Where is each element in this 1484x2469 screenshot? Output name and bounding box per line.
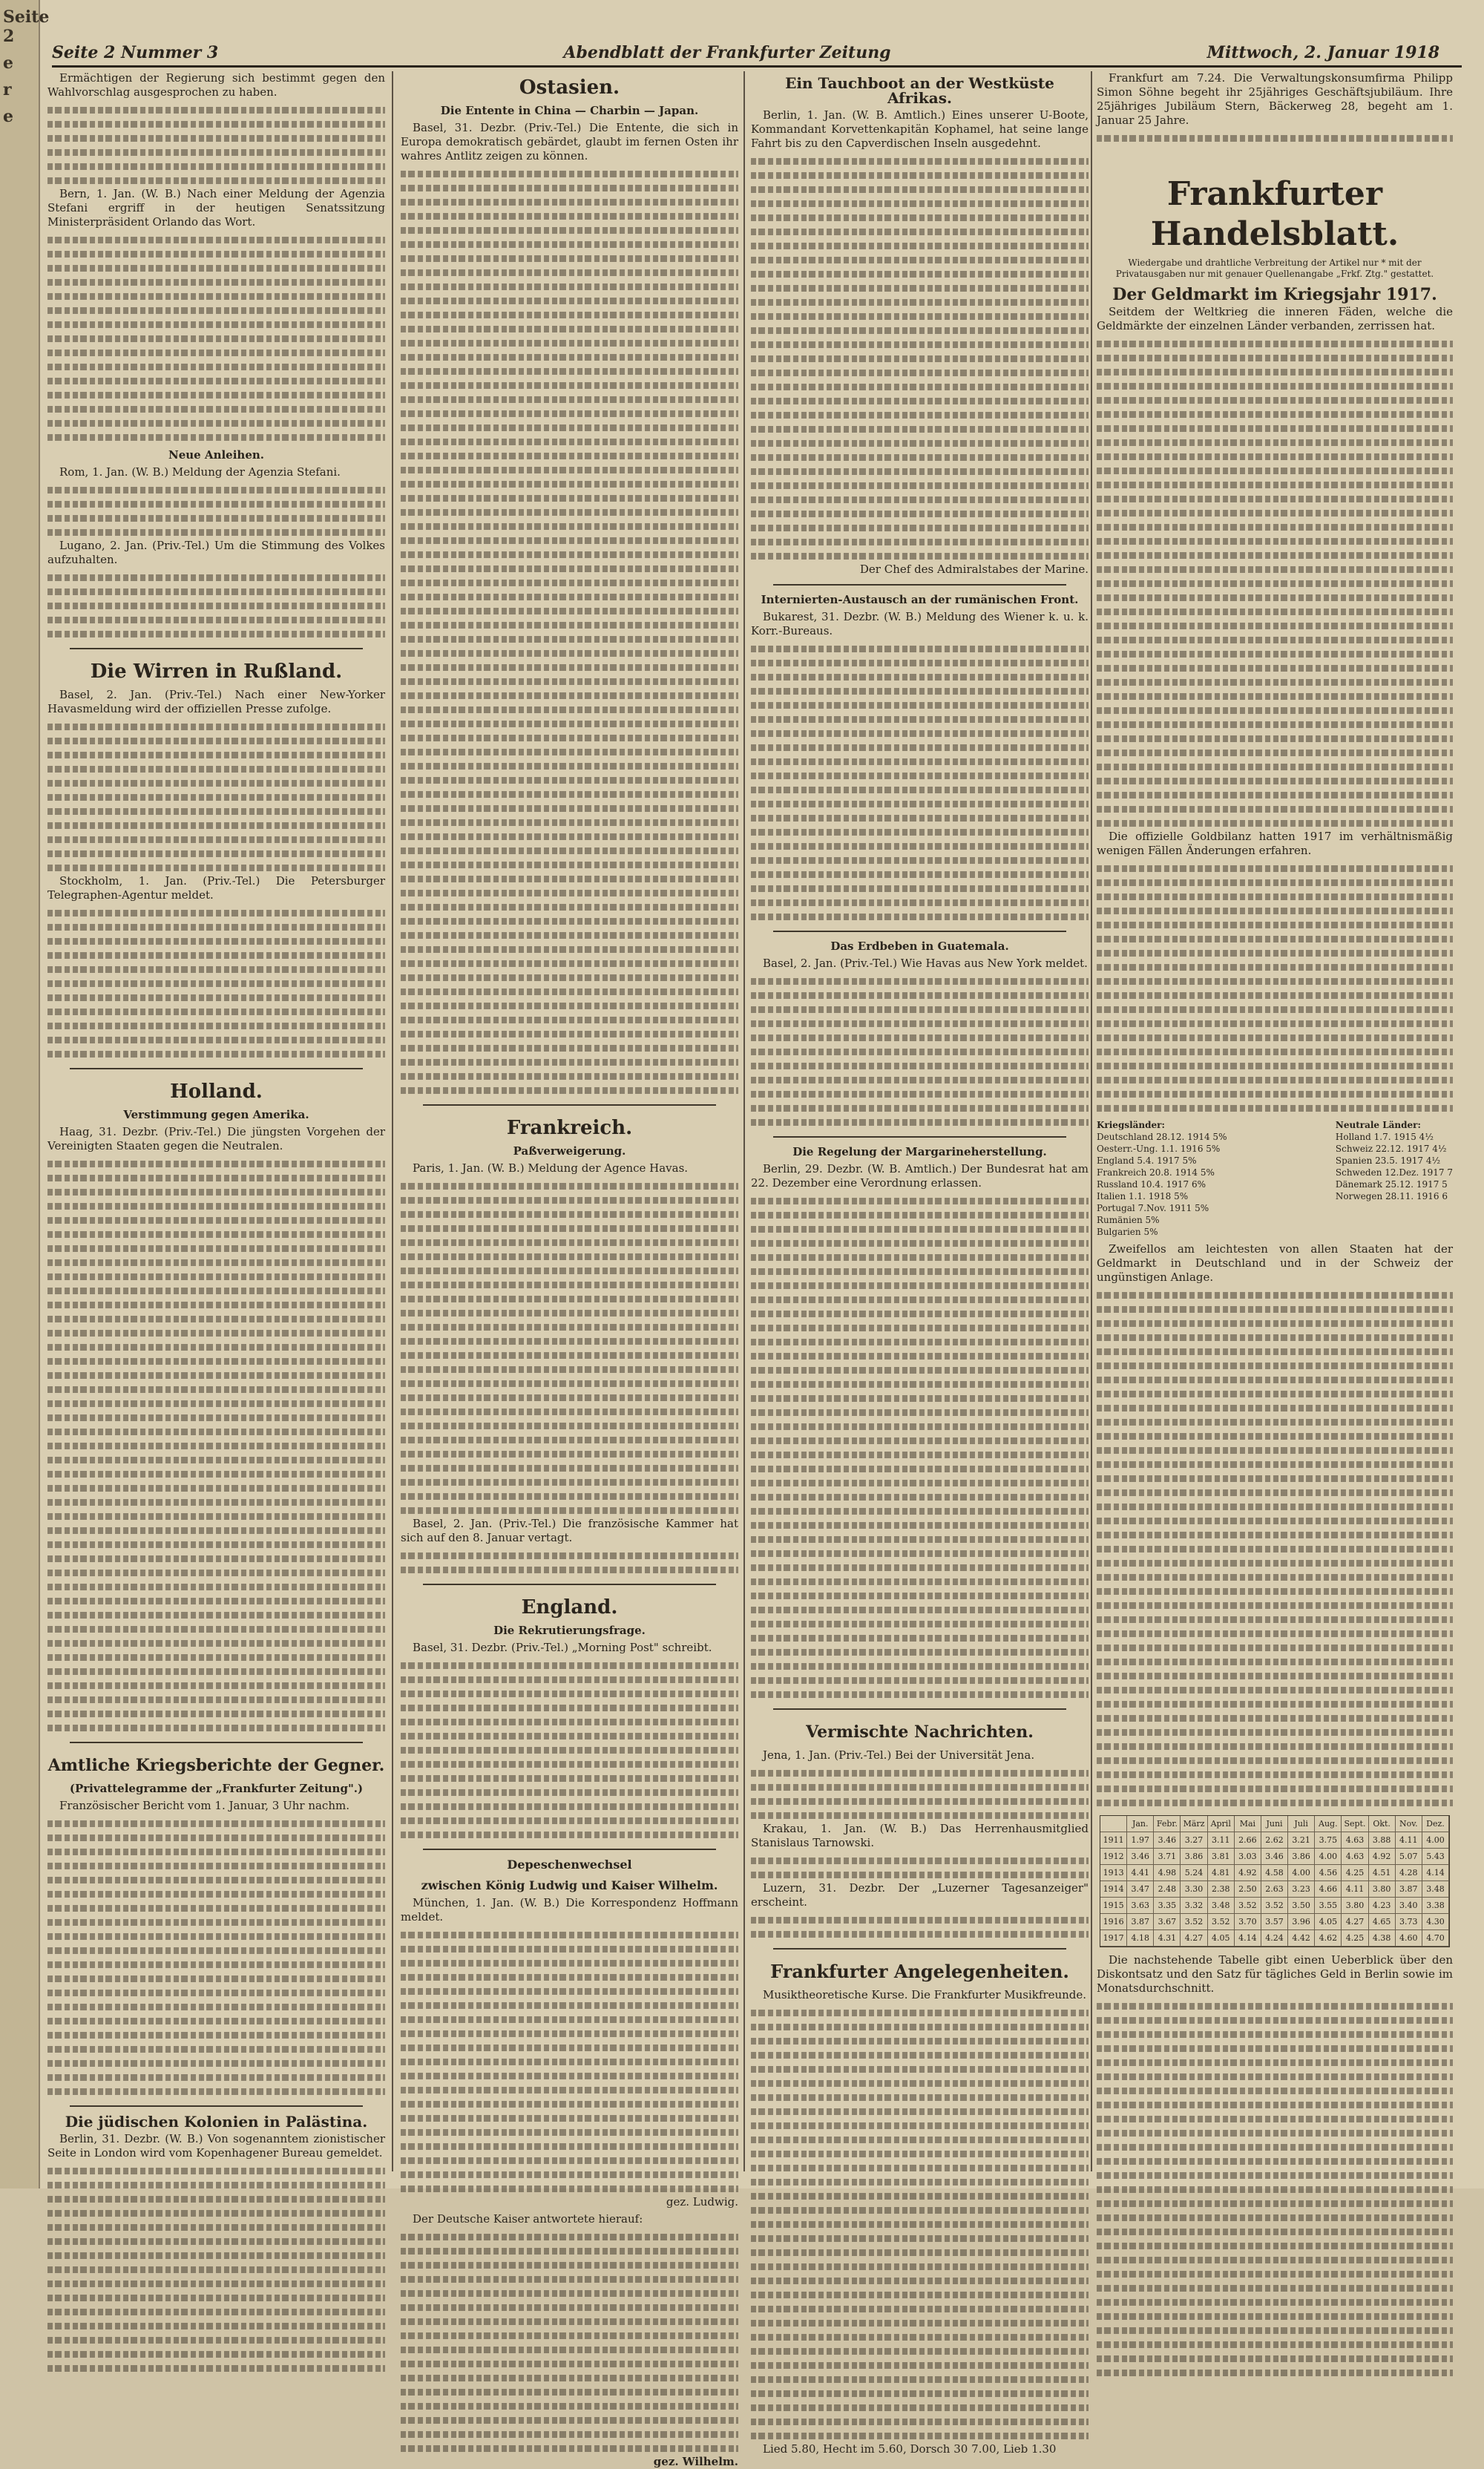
- table-cell: 4.00: [1315, 1849, 1342, 1864]
- table-cell: 3.46: [1261, 1849, 1288, 1864]
- table-cell: 4.27: [1181, 1930, 1207, 1946]
- rate-entry: Holland 1.7. 1915 4½: [1335, 1132, 1434, 1142]
- discount-rates: [1097, 1119, 1453, 1238]
- handelsblatt-subtitle: Wiedergabe und drahtliche Verbreitung der Artikel nur * mit der Privatausgaben nur mit genauer Quellenangabe „Frkf. Ztg." gestattet.: [1115, 258, 1434, 279]
- table-cell: 1912: [1100, 1849, 1127, 1864]
- table-row: [1100, 1865, 1449, 1881]
- table-cell: 2.62: [1261, 1832, 1288, 1848]
- table-cell: 4.11: [1396, 1832, 1422, 1848]
- article-text: Seitdem der Weltkrieg die inneren Fäden, welche die Geldmärkte der einzelnen Länder verbanden, zerrissen hat.: [1097, 305, 1453, 332]
- table-cell: 4.31: [1154, 1930, 1181, 1946]
- table-cell: 4.05: [1315, 1914, 1342, 1929]
- table-header-cell: Sept.: [1342, 1816, 1368, 1832]
- signature-wilhelm: gez. Wilhelm.: [653, 2455, 738, 2468]
- table-cell: 3.23: [1288, 1881, 1315, 1897]
- table-cell: 4.41: [1127, 1865, 1154, 1881]
- column-rule: [392, 71, 393, 2171]
- table-cell: 2.38: [1208, 1881, 1235, 1897]
- table-cell: 1915: [1100, 1898, 1127, 1913]
- table-cell: 4.24: [1261, 1930, 1288, 1946]
- table-row: [1100, 1881, 1449, 1898]
- table-cell: 4.27: [1342, 1914, 1368, 1929]
- table-cell: 3.55: [1315, 1898, 1342, 1913]
- table-cell: 3.03: [1235, 1849, 1261, 1864]
- headline-frankreich: Frankreich.: [506, 1117, 633, 1139]
- headline-vermischte: Vermischte Nachrichten.: [806, 1722, 1034, 1742]
- table-cell: 3.75: [1315, 1832, 1342, 1848]
- table-cell: 3.86: [1288, 1849, 1315, 1864]
- rate-entry: Bulgarien 5%: [1097, 1227, 1158, 1237]
- table-cell: 1911: [1100, 1832, 1127, 1848]
- table-cell: 4.98: [1154, 1865, 1181, 1881]
- table-cell: 3.48: [1208, 1898, 1235, 1913]
- table-cell: 4.28: [1396, 1865, 1422, 1881]
- table-cell: 4.81: [1208, 1865, 1235, 1881]
- table-header-cell: Nov.: [1396, 1816, 1422, 1832]
- table-cell: 3.52: [1208, 1914, 1235, 1929]
- subheading: Die Entente in China — Charbin — Japan.: [440, 104, 699, 117]
- rates-heading: Kriegsländer:: [1097, 1120, 1165, 1130]
- table-header-cell: Juni: [1261, 1816, 1288, 1832]
- table-cell: 3.52: [1181, 1914, 1207, 1929]
- column-4: [1097, 71, 1453, 2171]
- rate-entry: Rumänien 5%: [1097, 1215, 1160, 1225]
- article-text: Französischer Bericht vom 1. Januar, 3 Uhr nachm.: [59, 1799, 349, 1812]
- article-text: Die offizielle Goldbilanz hatten 1917 im verhältnismäßig wenigen Fällen Änderungen erfahren.: [1097, 830, 1453, 857]
- table-cell: 3.88: [1369, 1832, 1396, 1848]
- table-header-cell: Dez.: [1422, 1816, 1449, 1832]
- headline-kriegsberichte: Amtliche Kriegsberichte der Gegner.: [47, 1756, 385, 1775]
- headline-england: England.: [521, 1596, 618, 1619]
- article-text: Der Deutsche Kaiser antwortete hierauf:: [413, 2212, 643, 2226]
- table-cell: 5.07: [1396, 1849, 1422, 1864]
- table-cell: 3.38: [1422, 1898, 1449, 1913]
- header-page-number: Seite 2 Nummer 3: [52, 43, 219, 62]
- table-cell: 3.47: [1127, 1881, 1154, 1897]
- table-cell: 4.58: [1261, 1865, 1288, 1881]
- table-cell: 3.71: [1154, 1849, 1181, 1864]
- table-cell: 3.40: [1396, 1898, 1422, 1913]
- table-cell: 3.86: [1181, 1849, 1207, 1864]
- article-text: Bern, 1. Jan. (W. B.) Nach einer Meldung der Agenzia Stefani ergriff in der heutigen Senatssitzung Ministerpräsident Orlando das Wort.: [47, 187, 385, 229]
- table-cell: 4.23: [1369, 1898, 1396, 1913]
- table-cell: 3.46: [1154, 1832, 1181, 1848]
- table-cell: 2.63: [1261, 1881, 1288, 1897]
- column-rule: [743, 71, 745, 2171]
- table-cell: 3.57: [1261, 1914, 1288, 1929]
- table-cell: 4.14: [1422, 1865, 1449, 1881]
- table-header-cell: Febr.: [1154, 1816, 1181, 1832]
- column-rule: [1091, 71, 1092, 2171]
- table-cell: 4.18: [1127, 1930, 1154, 1946]
- table-cell: 1913: [1100, 1865, 1127, 1881]
- table-header-cell: Jan.: [1127, 1816, 1154, 1832]
- article-text: Basel, 2. Jan. (Priv.-Tel.) Die französische Kammer hat sich auf den 8. Januar vertagt.: [401, 1517, 738, 1544]
- table-row: [1100, 1914, 1449, 1930]
- article-text: Paris, 1. Jan. (W. B.) Meldung der Agence Havas.: [413, 1161, 689, 1175]
- headline-tauchboot: Ein Tauchboot an der Westküste Afrikas.: [785, 74, 1054, 107]
- rate-entry: Schweden 12.Dez. 1917 7: [1335, 1167, 1453, 1178]
- signature-ludwig: gez. Ludwig.: [666, 2195, 738, 2209]
- article-text: Die nachstehende Tabelle gibt einen Ueberblick über den Diskontsatz und den Satz für tägliches Geld in Berlin sowie im Monatsdurchschnitt.: [1097, 1953, 1453, 1995]
- rate-entry: Dänemark 25.12. 1917 5: [1335, 1179, 1448, 1190]
- headline-depeschen: Depeschenwechsel: [507, 1858, 632, 1872]
- table-header-cell: [1100, 1816, 1127, 1832]
- headline-geldmarkt: Der Geldmarkt im Kriegsjahr 1917.: [1112, 285, 1437, 304]
- article-text: Berlin, 1. Jan. (W. B. Amtlich.) Eines unserer U-Boote, Kommandant Korvettenkapitän Kophamel, hat seine lange Fahrt bis zu den Capverdischen Inseln ausgedehnt.: [751, 108, 1089, 150]
- table-cell: 1917: [1100, 1930, 1127, 1946]
- table-header-cell: Okt.: [1369, 1816, 1396, 1832]
- article-text: Rom, 1. Jan. (W. B.) Meldung der Agenzia Stefani.: [59, 465, 341, 479]
- table-header-cell: März: [1181, 1816, 1207, 1832]
- table-cell: 4.05: [1208, 1930, 1235, 1946]
- article-text: Basel, 2. Jan. (Priv.-Tel.) Nach einer New-Yorker Havasmeldung wird der offiziellen Presse zufolge.: [47, 688, 385, 715]
- table-header-cell: Mai: [1235, 1816, 1261, 1832]
- table-cell: 4.63: [1342, 1832, 1368, 1848]
- table-cell: 3.35: [1154, 1898, 1181, 1913]
- table-cell: 3.80: [1342, 1898, 1368, 1913]
- interest-table: [1100, 1815, 1450, 1947]
- rates-war-countries: [1097, 1119, 1227, 1238]
- table-cell: 3.87: [1127, 1914, 1154, 1929]
- article-text: Lied 5.80, Hecht im 5.60, Dorsch 30 7.00, Lieb 1.30: [763, 2442, 1057, 2456]
- article-text: Bukarest, 31. Dezbr. (W. B.) Meldung des Wiener k. u. k. Korr.-Bureaus.: [751, 610, 1089, 637]
- subheading: (Privattelegramme der „Frankfurter Zeitung".): [69, 1782, 364, 1795]
- column-1: [47, 71, 385, 2171]
- table-cell: 1916: [1100, 1914, 1127, 1929]
- table-cell: 3.27: [1181, 1832, 1207, 1848]
- headline-wirren: Die Wirren in Rußland.: [90, 660, 343, 683]
- table-cell: 3.30: [1181, 1881, 1207, 1897]
- subheading: Verstimmung gegen Amerika.: [123, 1108, 309, 1121]
- table-header-cell: Juli: [1288, 1816, 1315, 1832]
- table-cell: 3.81: [1208, 1849, 1235, 1864]
- table-cell: 4.56: [1315, 1865, 1342, 1881]
- article-text: Basel, 31. Dezbr. (Priv.-Tel.) Die Entente, die sich in Europa demokratisch gebärdet, glaubt im fernen Osten ihr wahres Antlitz zeigen zu können.: [401, 121, 738, 163]
- rates-heading: Neutrale Länder:: [1335, 1120, 1421, 1130]
- headline-ostasien: Ostasien.: [519, 76, 620, 99]
- headline-palaestina: Die jüdischen Kolonien in Palästina.: [65, 2113, 368, 2131]
- rates-neutral-countries: [1336, 1119, 1453, 1238]
- table-cell: 4.11: [1342, 1881, 1368, 1897]
- article-text: Zweifellos am leichtesten von allen Staaten hat der Geldmarkt in Deutschland und in der Schweiz der ungünstigen Anlage.: [1097, 1242, 1453, 1284]
- table-cell: 3.32: [1181, 1898, 1207, 1913]
- table-cell: 4.25: [1342, 1930, 1368, 1946]
- header-date: Mittwoch, 2. Januar 1918: [1206, 43, 1439, 62]
- subheading: Paßverweigerung.: [513, 1144, 626, 1158]
- table-cell: 1.97: [1127, 1832, 1154, 1848]
- column-2: [401, 71, 738, 2468]
- table-cell: 4.00: [1288, 1865, 1315, 1881]
- table-cell: 2.50: [1235, 1881, 1261, 1897]
- table-cell: 3.11: [1208, 1832, 1235, 1848]
- article-text: Stockholm, 1. Jan. (Priv.-Tel.) Die Petersburger Telegraphen-Agentur meldet.: [47, 874, 385, 902]
- table-cell: 3.70: [1235, 1914, 1261, 1929]
- article-text: Krakau, 1. Jan. (W. B.) Das Herrenhausmitglied Stanislaus Tarnowski.: [751, 1822, 1089, 1849]
- subheading: Die Rekrutierungsfrage.: [493, 1624, 646, 1637]
- headline-internierten: Internierten-Austausch an der rumänischen Front.: [761, 593, 1079, 606]
- article-text: Jena, 1. Jan. (Priv.-Tel.) Bei der Universität Jena.: [763, 1748, 1035, 1762]
- rate-entry: Schweiz 22.12. 1917 4½: [1335, 1144, 1447, 1154]
- header-masthead: Abendblatt der Frankfurter Zeitung: [563, 43, 891, 62]
- table-cell: 3.52: [1261, 1898, 1288, 1913]
- table-cell: 3.80: [1369, 1881, 1396, 1897]
- table-cell: 4.65: [1369, 1914, 1396, 1929]
- article-text: Frankfurt am 7.24. Die Verwaltungskonsumfirma Philipp Simon Söhne begeht ihr 25jähriges Geschäftsjubiläum. Ihre 25jähriges Jubiläum Stern, Bäckerweg 28, begeht am 1. Januar 25 Jahre.: [1097, 71, 1453, 127]
- table-row: [1100, 1849, 1449, 1865]
- rate-entry: Spanien 23.5. 1917 4½: [1335, 1155, 1441, 1166]
- article-signature: Der Chef des Admiralstabes der Marine.: [859, 563, 1089, 576]
- subheading: Neue Anleihen.: [168, 448, 264, 462]
- table-cell: 4.51: [1369, 1865, 1396, 1881]
- table-cell: 4.25: [1342, 1865, 1368, 1881]
- table-cell: 4.92: [1235, 1865, 1261, 1881]
- table-cell: 3.46: [1127, 1849, 1154, 1864]
- table-cell: 3.73: [1396, 1914, 1422, 1929]
- handelsblatt-title: Frankfurter Handelsblatt.: [1150, 175, 1399, 253]
- table-header-row: [1100, 1816, 1449, 1832]
- table-cell: 3.87: [1396, 1881, 1422, 1897]
- table-cell: 4.00: [1422, 1832, 1449, 1848]
- table-cell: 4.60: [1396, 1930, 1422, 1946]
- rate-entry: England 5.4. 1917 5%: [1097, 1155, 1197, 1166]
- article-text: Musiktheoretische Kurse. Die Frankfurter Musikfreunde.: [763, 1988, 1087, 2001]
- table-cell: 3.67: [1154, 1914, 1181, 1929]
- table-cell: 4.42: [1288, 1930, 1315, 1946]
- adjacent-page-strip: Seite 2 e r e: [0, 0, 40, 2188]
- subheading: zwischen König Ludwig und Kaiser Wilhelm.: [421, 1878, 718, 1892]
- table-row: [1100, 1930, 1449, 1947]
- rate-entry: Frankreich 20.8. 1914 5%: [1097, 1167, 1215, 1178]
- table-cell: 3.96: [1288, 1914, 1315, 1929]
- table-cell: 3.52: [1235, 1898, 1261, 1913]
- table-cell: 3.48: [1422, 1881, 1449, 1897]
- table-cell: 4.30: [1422, 1914, 1449, 1929]
- table-header-cell: Aug.: [1315, 1816, 1342, 1832]
- rate-entry: Italien 1.1. 1918 5%: [1097, 1191, 1189, 1201]
- article-text: Lugano, 2. Jan. (Priv.-Tel.) Um die Stimmung des Volkes aufzuhalten.: [47, 539, 385, 566]
- table-header-cell: April: [1208, 1816, 1235, 1832]
- rate-entry: Russland 10.4. 1917 6%: [1097, 1179, 1206, 1190]
- article-text: Berlin, 29. Dezbr. (W. B. Amtlich.) Der Bundesrat hat am 22. Dezember eine Verordnung erlassen.: [751, 1162, 1089, 1190]
- table-cell: 4.14: [1235, 1930, 1261, 1946]
- rate-entry: Oesterr.-Ung. 1.1. 1916 5%: [1097, 1144, 1221, 1154]
- headline-angelegenheiten: Frankfurter Angelegenheiten.: [770, 1961, 1069, 1982]
- article-text: Ermächtigen der Regierung sich bestimmt gegen den Wahlvorschlag ausgesprochen zu haben.: [47, 71, 385, 99]
- table-cell: 4.66: [1315, 1881, 1342, 1897]
- table-cell: 4.62: [1315, 1930, 1342, 1946]
- table-row: [1100, 1832, 1449, 1849]
- table-cell: 2.48: [1154, 1881, 1181, 1897]
- page-header: [52, 43, 1462, 68]
- article-text: Haag, 31. Dezbr. (Priv.-Tel.) Die jüngsten Vorgehen der Vereinigten Staaten gegen die Neutralen.: [47, 1125, 385, 1152]
- article-text: Berlin, 31. Dezbr. (W. B.) Von sogenanntem zionistischer Seite in London wird vom Kopenhagener Bureau gemeldet.: [47, 2132, 385, 2160]
- table-cell: 4.38: [1369, 1930, 1396, 1946]
- rate-entry: Deutschland 28.12. 1914 5%: [1097, 1132, 1227, 1142]
- article-text: Basel, 2. Jan. (Priv.-Tel.) Wie Havas aus New York meldet.: [763, 957, 1088, 970]
- table-cell: 5.24: [1181, 1865, 1207, 1881]
- article-text: München, 1. Jan. (W. B.) Die Korrespondenz Hoffmann meldet.: [401, 1896, 738, 1924]
- headline-margarine: Die Regelung der Margarineherstellung.: [792, 1145, 1047, 1158]
- rate-entry: Portugal 7.Nov. 1911 5%: [1097, 1203, 1209, 1213]
- headline-erdbeben: Das Erdbeben in Guatemala.: [830, 940, 1009, 953]
- table-cell: 4.70: [1422, 1930, 1449, 1946]
- rate-entry: Norwegen 28.11. 1916 6: [1335, 1191, 1448, 1201]
- table-cell: 4.63: [1342, 1849, 1368, 1864]
- table-cell: 5.43: [1422, 1849, 1449, 1864]
- table-cell: 3.21: [1288, 1832, 1315, 1848]
- table-row: [1100, 1898, 1449, 1914]
- table-cell: 3.63: [1127, 1898, 1154, 1913]
- column-3: [751, 71, 1089, 2456]
- article-text: Basel, 31. Dezbr. (Priv.-Tel.) „Morning Post" schreibt.: [413, 1641, 712, 1654]
- table-cell: 1914: [1100, 1881, 1127, 1897]
- article-text: Luzern, 31. Dezbr. Der „Luzerner Tagesanzeiger" erscheint.: [751, 1881, 1089, 1909]
- table-cell: 4.92: [1369, 1849, 1396, 1864]
- table-body: [1100, 1832, 1449, 1947]
- headline-holland: Holland.: [170, 1081, 263, 1103]
- table-cell: 2.66: [1235, 1832, 1261, 1848]
- table-cell: 3.50: [1288, 1898, 1315, 1913]
